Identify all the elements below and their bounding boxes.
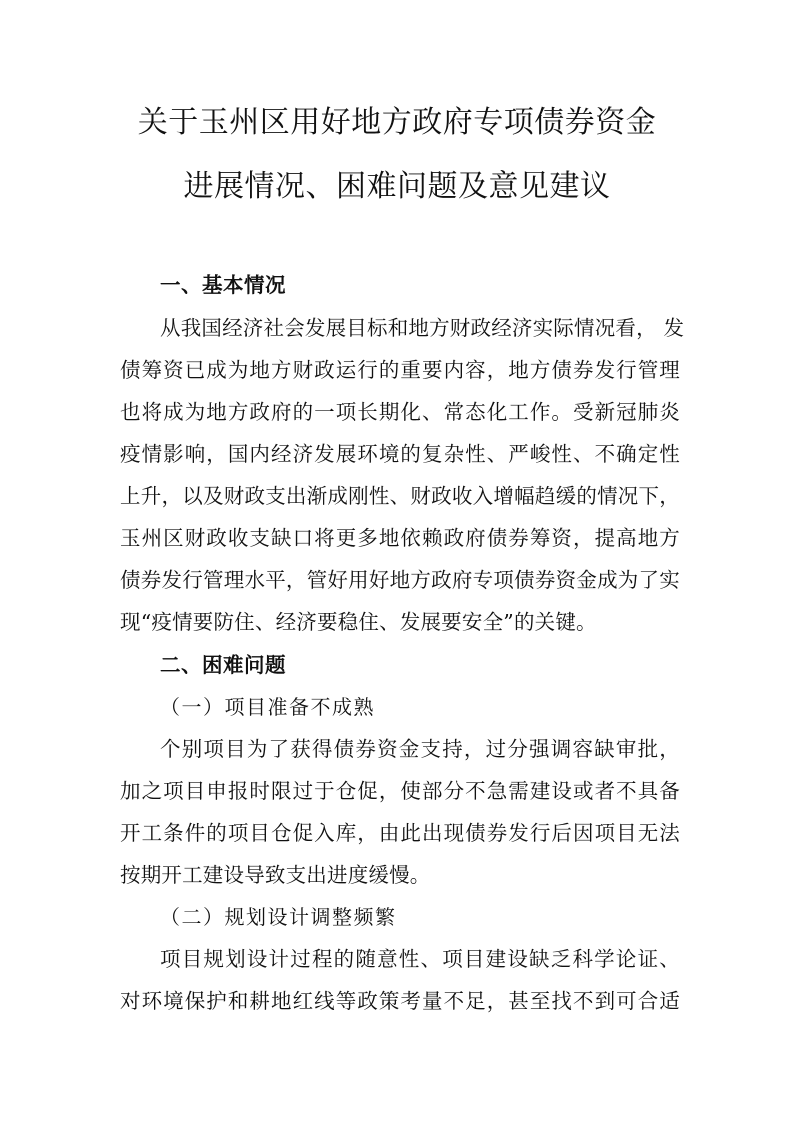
section-heading-basic-situation: 一、基本情况 — [160, 273, 286, 297]
paragraph-line: 加之项目申报时限过于仓促，使部分不急需建设或者不具备 — [120, 779, 680, 803]
paragraph-line: 债筹资已成为地方财政运行的重要内容，地方债券发行管理 — [120, 358, 680, 382]
paragraph-line: 从我国经济社会发展目标和地方财政经济实际情况看， 发 — [160, 316, 685, 340]
subsection-heading-planning-adjustment: （二）规划设计调整频繁 — [160, 905, 397, 929]
paragraph-line: 上升，以及财政支出渐成刚性、财政收入增幅趋缓的情况下， — [120, 484, 680, 508]
paragraph-line: 现“疫情要防住、经济要稳住、发展要安全”的关键。 — [120, 610, 597, 634]
paragraph-line: 个别项目为了获得债券资金支持，过分强调容缺审批， — [160, 737, 680, 761]
paragraph-line: 按期开工建设导致支出进度缓慢。 — [120, 863, 431, 887]
subsection-heading-project-preparation: （一）项目准备不成熟 — [160, 695, 375, 719]
paragraph-line: 疫情影响，国内经济发展环境的复杂性、严峻性、不确定性 — [120, 442, 680, 466]
section-heading-difficulties: 二、困难问题 — [160, 653, 286, 677]
paragraph-line: 开工条件的项目仓促入库，由此出现债券发行后因项目无法 — [120, 821, 680, 845]
document-title-line-1: 关于玉州区用好地方政府专项债券资金 — [137, 105, 657, 140]
document-title-line-2: 进展情况、困难问题及意见建议 — [183, 169, 611, 204]
paragraph-line: 也将成为地方政府的一项长期化、常态化工作。受新冠肺炎 — [120, 400, 680, 424]
paragraph-line: 债券发行管理水平，管好用好地方政府专项债券资金成为了实 — [120, 568, 680, 592]
paragraph-line: 玉州区财政收支缺口将更多地依赖政府债券筹资，提高地方 — [120, 526, 680, 550]
paragraph-line: 对环境保护和耕地红线等政策考量不足，甚至找不到可合适 — [120, 989, 680, 1013]
paragraph-line: 项目规划设计过程的随意性、项目建设缺乏科学论证、 — [160, 947, 680, 971]
